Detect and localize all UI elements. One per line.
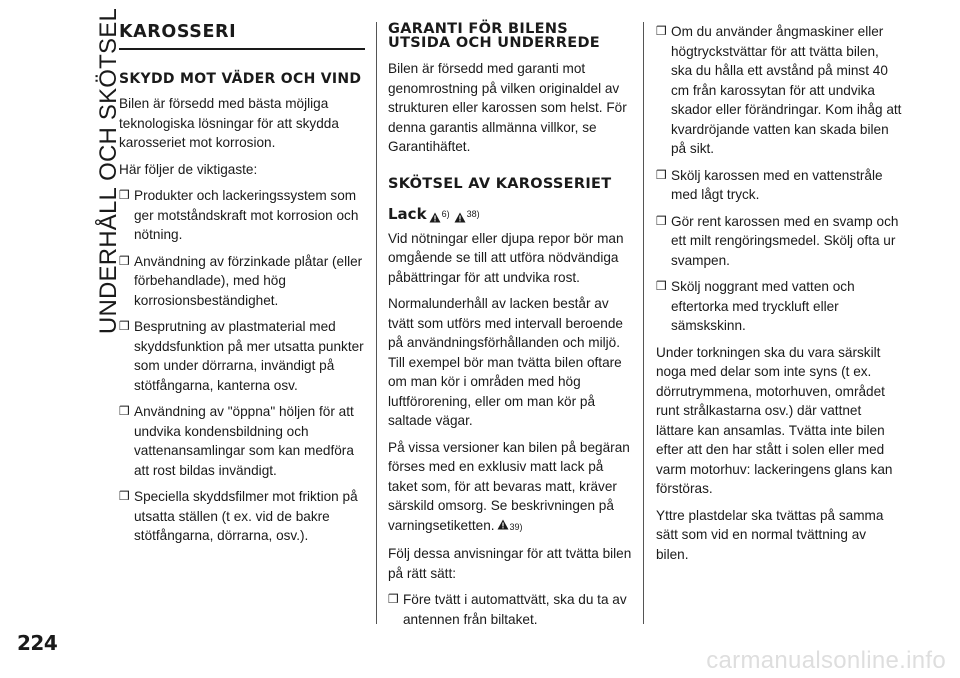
list-item: ❒ Före tvätt i automattvätt, ska du ta av antennen från biltaket. (388, 590, 634, 629)
warranty-paragraph: Bilen är försedd med garanti mot genomrostning på vilken originaldel av strukturen eller karossen som helst. För denna garantis allmänna villkor, se Garantihäftet. (388, 61, 627, 154)
watermark: carmanualsonline.info (706, 647, 946, 674)
checkbox-bullet-icon: ❒ (656, 167, 667, 182)
page-heading: KAROSSERI (119, 22, 365, 50)
checkbox-bullet-icon: ❒ (119, 489, 130, 503)
list-item: ❒ Om du använder ångmaskiner eller högtryckstvättar för att tvätta bilen, ska du hålla ett avstånd på minst 40 cm från karossytan för att undvika skador eller förändringar. Kom ihåg att kvardröjande vatten kan skada bilen på sikt. (656, 22, 902, 159)
list-item: ❒ Speciella skyddsfilmer mot friktion på utsatta ställen (t ex. vid de bakre stötfångarna, dörrarna, osv.). (119, 487, 365, 546)
paint-paragraph-2: Normalunderhåll av lacken består av tvätt som utförs med intervall beroende på användningsförhållanden och miljö. Till exempel bör man tvätta bilen oftare om man kör i områden med hög luftförorening, eller om man kör på saltade vägar. (388, 296, 623, 428)
checkbox-bullet-icon: ❒ (119, 319, 130, 333)
warning-icon (429, 212, 441, 223)
list-item: ❒ Produkter och lackeringssystem som ger motståndskraft mot korrosion och nötning. (119, 186, 365, 245)
checkbox-bullet-icon: ❒ (119, 253, 130, 268)
paint-ref-1: 6) (441, 208, 450, 219)
subheading-weather-protection: SKYDD MOT VÄDER OCH VIND (119, 71, 362, 87)
checkbox-bullet-icon: ❒ (119, 404, 130, 418)
checkbox-bullet-icon: ❒ (388, 592, 399, 606)
checkbox-bullet-icon: ❒ (656, 24, 667, 38)
checkbox-bullet-icon: ❒ (656, 279, 667, 293)
column-divider-1 (376, 22, 377, 624)
page-number: 224 (17, 631, 58, 655)
column-1 (119, 22, 365, 546)
plastic-parts-paragraph: Yttre plastdelar ska tvättas på samma sätt som vid en normal tvättning av bilen. (656, 507, 884, 562)
wash-instructions-lead: Följ dessa anvisningar för att tvätta bilen på rätt sätt: (388, 546, 632, 581)
list-item: ❒ Användning av förzinkade plåtar (eller förbehandlade), med hög korrosionsbeständighet. (119, 252, 365, 311)
list-item: ❒ Skölj karossen med en vattenstråle med lågt tryck. (656, 166, 902, 205)
drying-paragraph: Under torkningen ska du vara särskilt noga med delar som inte syns (t ex. dörrutrymmena, motorhuven, området runt strålkastarna osv.) där vattnet lättare kan ansamlas. Tvätta inte bilen efter att den har stått i solen eller med varm motorhuv: lackeringens glans kan förstöras. (656, 344, 893, 496)
paint-ref-2: 38) (466, 208, 480, 219)
intro-paragraph: Bilen är försedd med bästa möjliga teknologiska lösningar för att skydda karosseriet mot korrosion. (119, 96, 339, 150)
warranty-heading: GARANTI FÖR BILENS UTSIDA OCH UNDERREDE (388, 21, 600, 51)
paint-paragraph-1: Vid nötningar eller djupa repor bör man omgående se till att utföra nödvändiga påbättringar för att undvika rost. (388, 230, 624, 285)
warning-icon (454, 212, 466, 223)
list-item: ❒ Skölj noggrant med vatten och eftertorka med tryckluft eller sämskskinn. (656, 277, 902, 336)
column-3 (656, 22, 902, 564)
paint-ref-3: 39) (509, 521, 523, 532)
column-divider-2 (643, 22, 644, 624)
checkbox-bullet-icon: ❒ (656, 213, 667, 228)
column-2 (388, 22, 634, 629)
list-item: ❒ Gör rent karossen med en svamp och ett milt rengöringsmedel. Skölj ofta ur svampen. (656, 212, 902, 271)
paint-heading-text: Lack (388, 204, 427, 223)
list-item: ❒ Användning av "öppna" höljen för att undvika kondensbildning och vattenansamlingar som kan medföra att rost bildas invändigt. (119, 402, 365, 480)
paint-paragraph-3: På vissa versioner kan bilen på begäran förses med en exklusiv matt lack på taket som, för att bevaras matt, kräver särskild omsorg. Se beskrivningen på varningsetiketten. 39) (388, 439, 630, 533)
care-heading: SKÖTSEL AV KAROSSERIET (388, 175, 612, 192)
warning-icon (497, 519, 509, 530)
checkbox-bullet-icon: ❒ (119, 188, 130, 202)
lead-paragraph: Här följer de viktigaste: (119, 161, 258, 177)
section-side-title-text: UNDERHÅLL OCH SKÖTSEL (95, 7, 122, 334)
list-item: ❒ Besprutning av plastmaterial med skyddsfunktion på mer utsatta punkter som under dörrarna, invändigt på stötfångarna, kanterna osv. (119, 317, 365, 395)
paint-heading (388, 205, 634, 223)
